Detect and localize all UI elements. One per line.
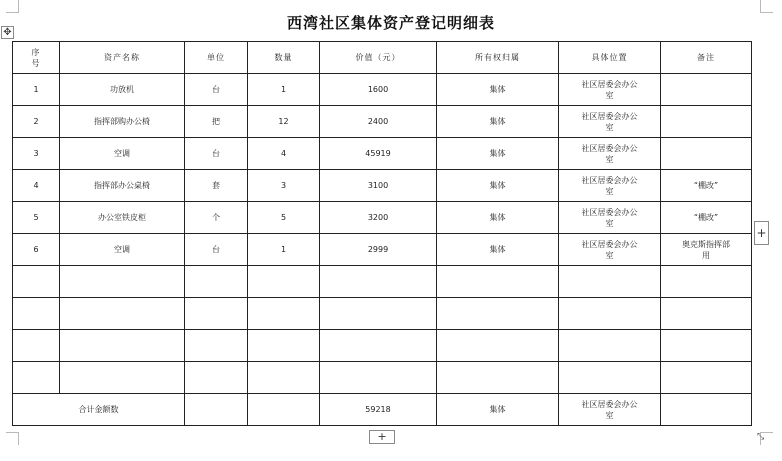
cell-ownership[interactable] — [437, 330, 559, 362]
table-body — [13, 42, 752, 426]
cell-value[interactable] — [320, 330, 437, 362]
table-row — [13, 74, 752, 106]
cell-asset-name[interactable]: 指挥部办公桌椅 — [60, 170, 185, 202]
cell-notes[interactable] — [661, 74, 752, 106]
add-column-button[interactable]: + — [754, 221, 769, 245]
page-corner-mark — [6, 432, 19, 445]
cell-location[interactable] — [559, 266, 661, 298]
cell-location[interactable]: 社区居委会办公 室 — [559, 74, 661, 106]
cell-quantity[interactable]: 1 — [248, 234, 320, 266]
cell-asset-name[interactable] — [60, 330, 185, 362]
cell-index[interactable]: 1 — [13, 74, 60, 106]
cell-location[interactable]: 社区居委会办公 室 — [559, 138, 661, 170]
table-row — [13, 106, 752, 138]
table-row — [13, 170, 752, 202]
cell-notes[interactable]: “棚改” — [661, 202, 752, 234]
cell-index[interactable] — [13, 266, 60, 298]
table-resize-handle-icon[interactable]: ⤡ — [757, 432, 765, 442]
cell-unit[interactable]: 台 — [185, 138, 248, 170]
cell-ownership[interactable]: 集体 — [437, 138, 559, 170]
cell-value[interactable]: 1600 — [320, 74, 437, 106]
cell-asset-name[interactable]: 办公室铁皮柜 — [60, 202, 185, 234]
cell-quantity[interactable] — [248, 362, 320, 394]
cell-ownership[interactable]: 集体 — [437, 170, 559, 202]
cell-index[interactable] — [13, 330, 60, 362]
cell-index[interactable]: 5 — [13, 202, 60, 234]
cell-notes[interactable] — [661, 138, 752, 170]
cell-unit[interactable]: 套 — [185, 170, 248, 202]
cell-index[interactable] — [13, 362, 60, 394]
cell-quantity[interactable]: 1 — [248, 74, 320, 106]
table-move-handle-icon[interactable]: ✥ — [1, 26, 14, 39]
cell-quantity[interactable]: 3 — [248, 170, 320, 202]
cell-asset-name[interactable]: 空调 — [60, 234, 185, 266]
cell-location[interactable] — [559, 330, 661, 362]
cell-asset-name[interactable] — [60, 362, 185, 394]
header-cell-location: 具体位置 — [559, 42, 661, 74]
cell-location[interactable] — [559, 298, 661, 330]
cell-quantity[interactable]: 5 — [248, 202, 320, 234]
cell-quantity[interactable] — [248, 298, 320, 330]
cell-location[interactable]: 社区居委会办公 室 — [559, 234, 661, 266]
cell-notes[interactable] — [661, 106, 752, 138]
cell-unit[interactable]: 把 — [185, 106, 248, 138]
cell-ownership[interactable] — [437, 266, 559, 298]
cell-location[interactable]: 社区居委会办公 室 — [559, 202, 661, 234]
cell-index[interactable] — [13, 298, 60, 330]
total-row — [13, 394, 752, 426]
cell-ownership[interactable] — [437, 362, 559, 394]
header-cell-unit: 单位 — [185, 42, 248, 74]
header-cell-index: 序 号 — [13, 42, 60, 74]
header-cell-value: 价值（元） — [320, 42, 437, 74]
cell-quantity[interactable] — [248, 330, 320, 362]
cell-quantity[interactable]: 12 — [248, 106, 320, 138]
table-row — [13, 266, 752, 298]
table-row — [13, 138, 752, 170]
total-ownership[interactable]: 集体 — [437, 394, 559, 426]
table-row — [13, 330, 752, 362]
cell-value[interactable]: 3200 — [320, 202, 437, 234]
header-row — [13, 42, 752, 74]
total-notes[interactable] — [661, 394, 752, 426]
cell-unit[interactable] — [185, 266, 248, 298]
cell-quantity[interactable] — [248, 266, 320, 298]
header-cell-asset-name: 资产名称 — [60, 42, 185, 74]
cell-asset-name[interactable]: 功放机 — [60, 74, 185, 106]
total-quantity[interactable] — [248, 394, 320, 426]
cell-notes[interactable] — [661, 330, 752, 362]
cell-index[interactable]: 3 — [13, 138, 60, 170]
cell-unit[interactable] — [185, 330, 248, 362]
cell-value[interactable] — [320, 362, 437, 394]
cell-quantity[interactable]: 4 — [248, 138, 320, 170]
cell-location[interactable]: 社区居委会办公 室 — [559, 106, 661, 138]
cell-index[interactable]: 2 — [13, 106, 60, 138]
cell-index[interactable]: 4 — [13, 170, 60, 202]
cell-asset-name[interactable]: 空调 — [60, 138, 185, 170]
header-cell-quantity: 数量 — [248, 42, 320, 74]
table-row — [13, 234, 752, 266]
total-location[interactable]: 社区居委会办公 室 — [559, 394, 661, 426]
cell-notes[interactable]: 奥克斯指挥部 用 — [661, 234, 752, 266]
document-title: 西湾社区集体资产登记明细表 — [286, 14, 495, 32]
cell-unit[interactable] — [185, 362, 248, 394]
header-cell-ownership: 所有权归属 — [437, 42, 559, 74]
cell-index[interactable]: 6 — [13, 234, 60, 266]
header-cell-notes: 备注 — [661, 42, 752, 74]
cell-ownership[interactable]: 集体 — [437, 74, 559, 106]
cell-unit[interactable]: 台 — [185, 234, 248, 266]
cell-value[interactable]: 2999 — [320, 234, 437, 266]
cell-value[interactable] — [320, 266, 437, 298]
cell-notes[interactable] — [661, 266, 752, 298]
cell-location[interactable] — [559, 362, 661, 394]
cell-value[interactable]: 45919 — [320, 138, 437, 170]
cell-notes[interactable] — [661, 298, 752, 330]
cell-notes[interactable] — [661, 362, 752, 394]
table-row — [13, 202, 752, 234]
add-row-button[interactable]: + — [369, 430, 395, 444]
cell-ownership[interactable]: 集体 — [437, 234, 559, 266]
cell-ownership[interactable]: 集体 — [437, 106, 559, 138]
cell-asset-name[interactable] — [60, 266, 185, 298]
cell-notes[interactable]: “棚改” — [661, 170, 752, 202]
cell-location[interactable]: 社区居委会办公 室 — [559, 170, 661, 202]
total-label[interactable]: 合计金额数 — [13, 394, 185, 426]
asset-register-table — [12, 41, 752, 426]
total-unit[interactable] — [185, 394, 248, 426]
cell-ownership[interactable] — [437, 298, 559, 330]
cell-unit[interactable] — [185, 298, 248, 330]
total-value[interactable]: 59218 — [320, 394, 437, 426]
cell-asset-name[interactable] — [60, 298, 185, 330]
cell-value[interactable]: 2400 — [320, 106, 437, 138]
cell-value[interactable] — [320, 298, 437, 330]
table-row — [13, 362, 752, 394]
cell-value[interactable]: 3100 — [320, 170, 437, 202]
cell-asset-name[interactable]: 指挥部购办公椅 — [60, 106, 185, 138]
cell-ownership[interactable]: 集体 — [437, 202, 559, 234]
cell-unit[interactable]: 个 — [185, 202, 248, 234]
cell-unit[interactable]: 台 — [185, 74, 248, 106]
table-row — [13, 298, 752, 330]
